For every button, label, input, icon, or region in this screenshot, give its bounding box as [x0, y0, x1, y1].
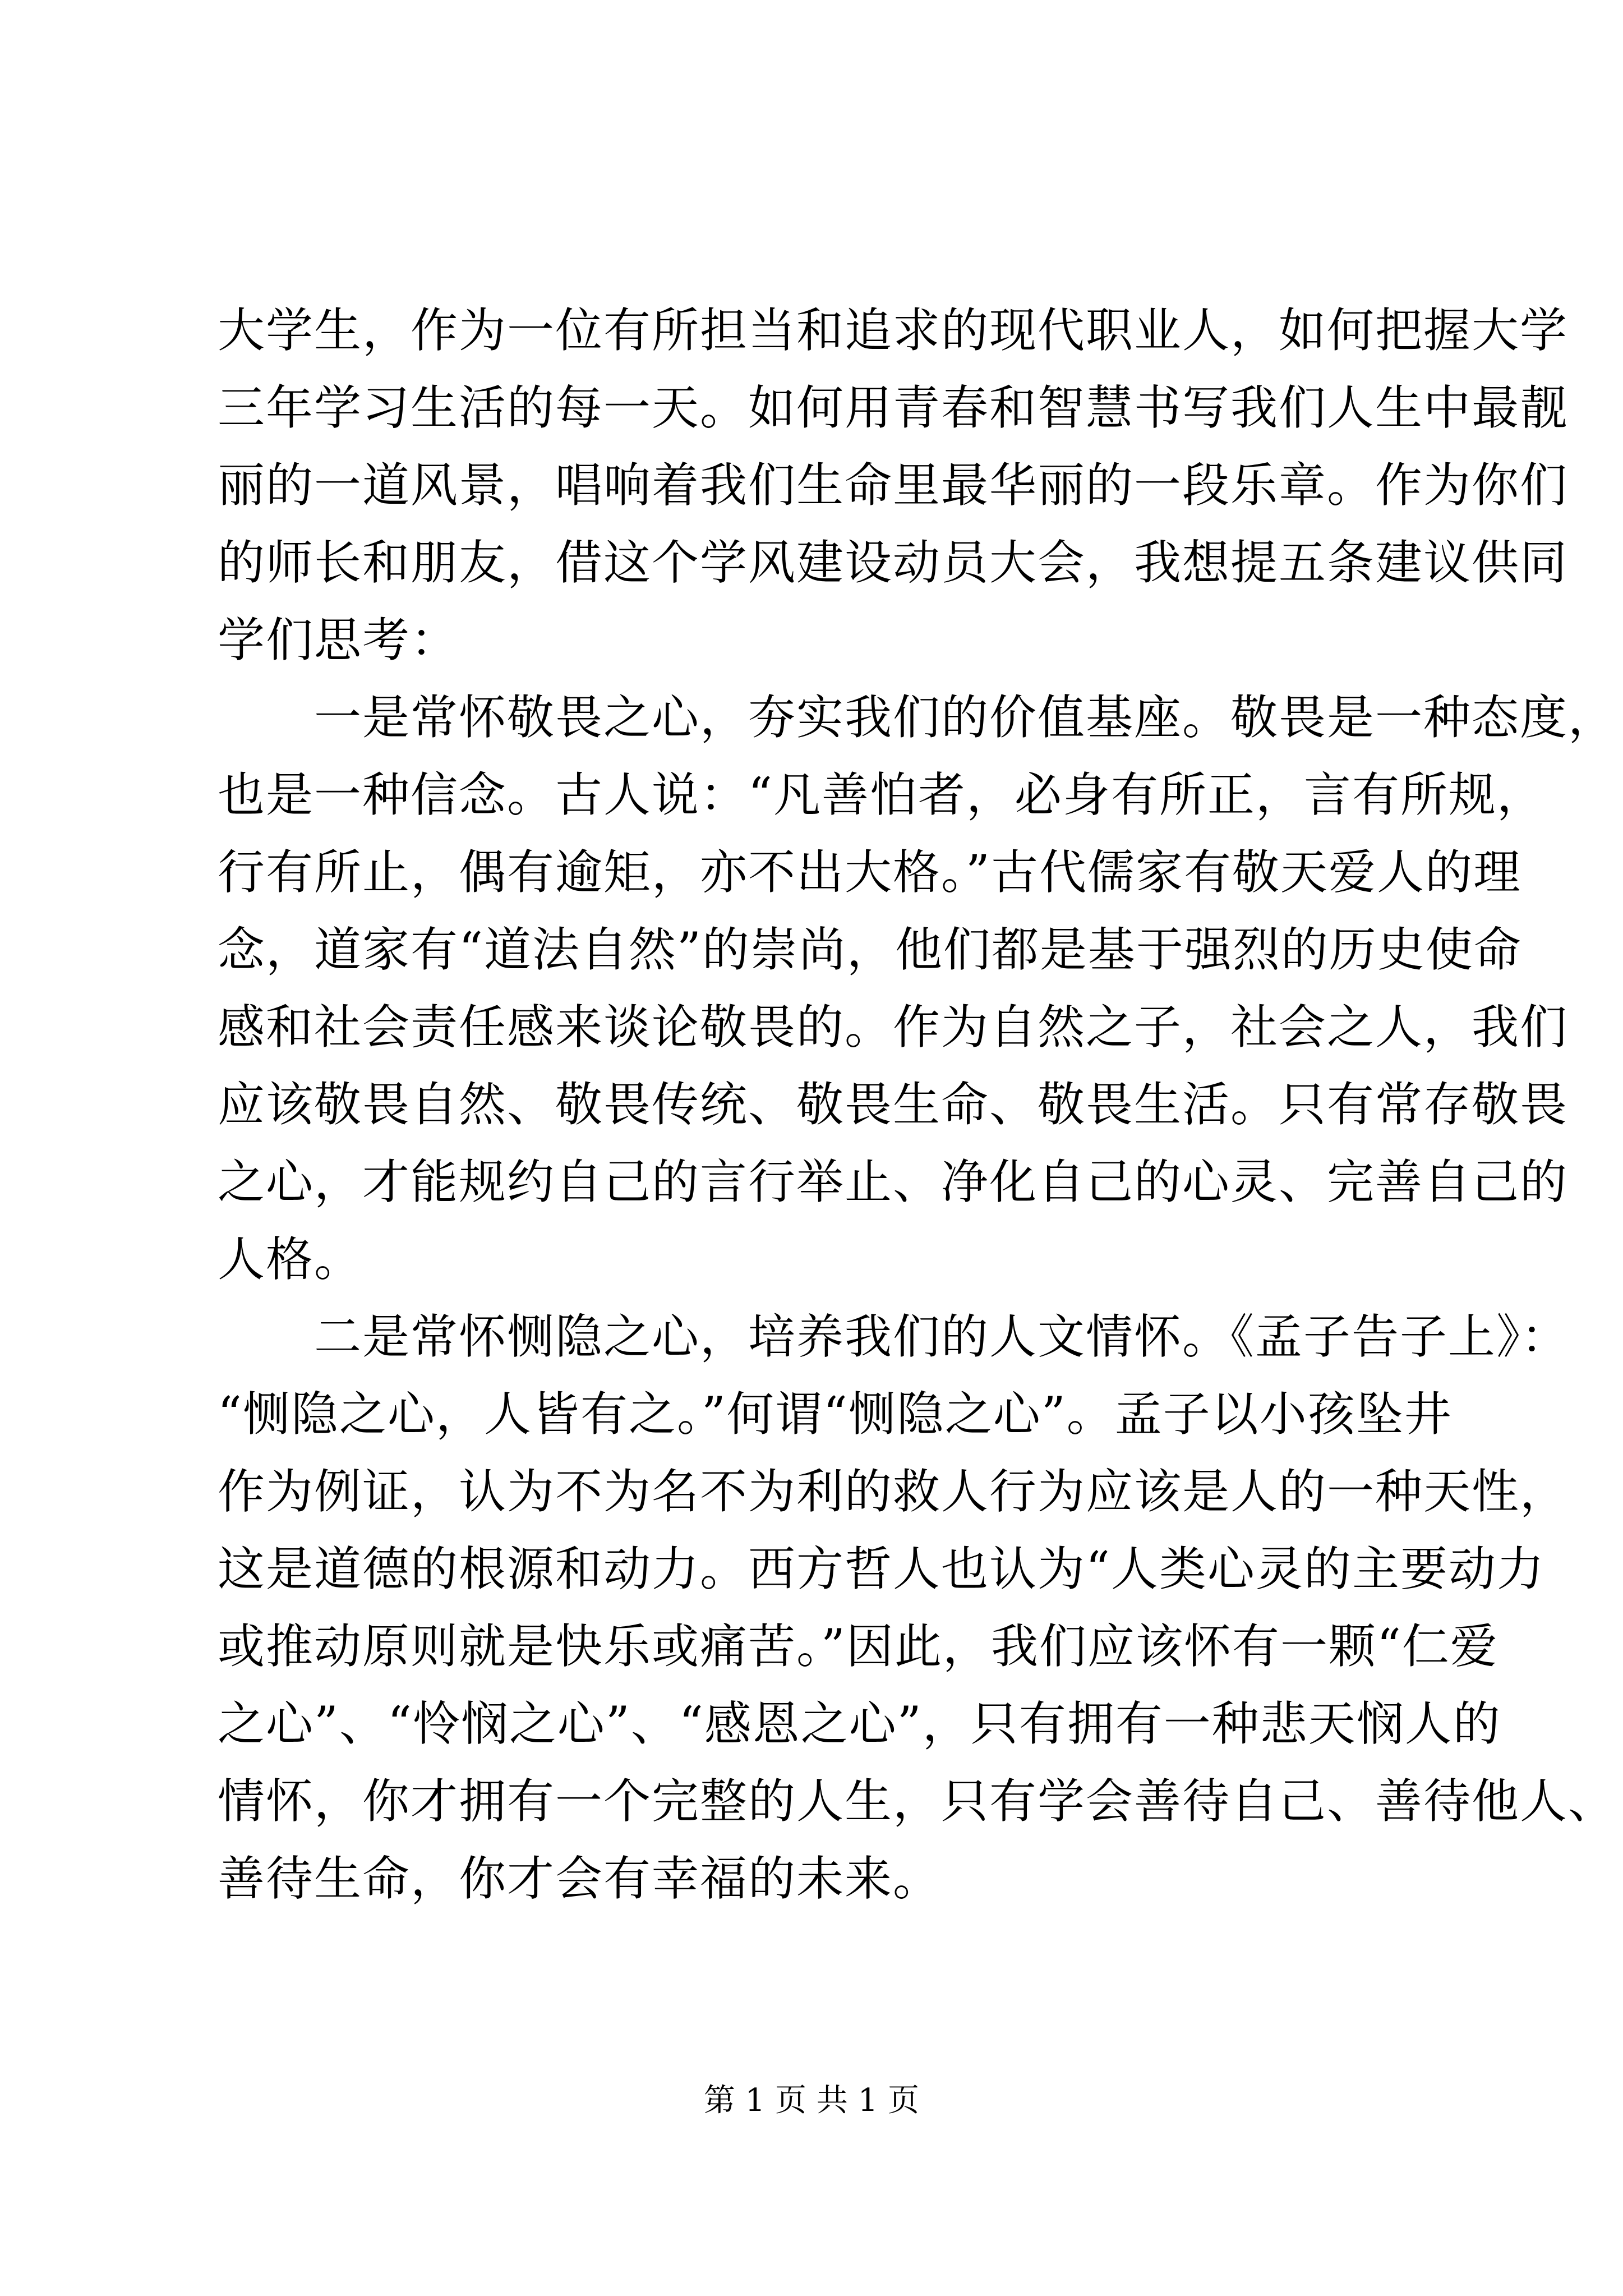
text-line: 三年学习生活的每一天。如何用青春和智慧书写我们人生中最靓 [218, 380, 1569, 435]
text-line: 行有所止，偶有逾矩，亦不出大格。”古代儒家有敬天爱人的理 [218, 845, 1521, 900]
text-line: 学们思考： [218, 613, 459, 668]
text-line: 的师长和朋友，借这个学风建设动员大会，我想提五条建议供同 [218, 535, 1569, 590]
text-line: 大学生，作为一位有所担当和追求的现代职业人，如何把握大学 [218, 303, 1569, 358]
page-number-label: 第 1 页 共 1 页 [703, 2082, 920, 2119]
text-line: 这是道德的根源和动力。西方哲人也认为“人类心灵的主要动力 [218, 1542, 1545, 1596]
text-line: 念，道家有“道法自然”的崇尚，他们都是基于强烈的历史使命 [218, 922, 1522, 977]
text-line: 人格。 [218, 1232, 363, 1287]
document-body [218, 292, 1617, 1917]
text-line: 情怀，你才拥有一个完整的人生，只有学会善待自己、善待他人、 [218, 1774, 1617, 1829]
page-footer [0, 2078, 1623, 2123]
text-line: 丽的一道风景，唱响着我们生命里最华丽的一段乐章。作为你们 [218, 458, 1569, 513]
text-line: “恻隐之心，人皆有之。”何谓“恻隐之心”。孟子以小孩坠井 [218, 1387, 1453, 1442]
text-line: 二是常怀恻隐之心，培养我们的人文情怀。《孟子告子上》： [218, 1309, 1570, 1364]
text-line: 应该敬畏自然、敬畏传统、敬畏生命、敬畏生活。只有常存敬畏 [218, 1077, 1569, 1132]
text-line: 感和社会责任感来谈论敬畏的。作为自然之子，社会之人，我们 [218, 1000, 1569, 1055]
text-line: 一是常怀敬畏之心，夯实我们的价值基座。敬畏是一种态度， [218, 690, 1617, 745]
text-line: 之心，才能规约自己的言行举止、净化自己的心灵、完善自己的 [218, 1154, 1569, 1209]
text-line: 之心”、“怜悯之心”、“感恩之心”，只有拥有一种悲天悯人的 [218, 1696, 1501, 1751]
text-line: 或推动原则就是快乐或痛苦。”因此，我们应该怀有一颗“仁爱 [218, 1619, 1498, 1674]
text-line: 善待生命，你才会有幸福的未来。 [218, 1851, 942, 1906]
text-line: 作为例证，认为不为名不为利的救人行为应该是人的一种天性， [218, 1464, 1569, 1519]
text-line: 也是一种信念。古人说：“凡善怕者，必身有所正，言有所规， [218, 767, 1545, 822]
